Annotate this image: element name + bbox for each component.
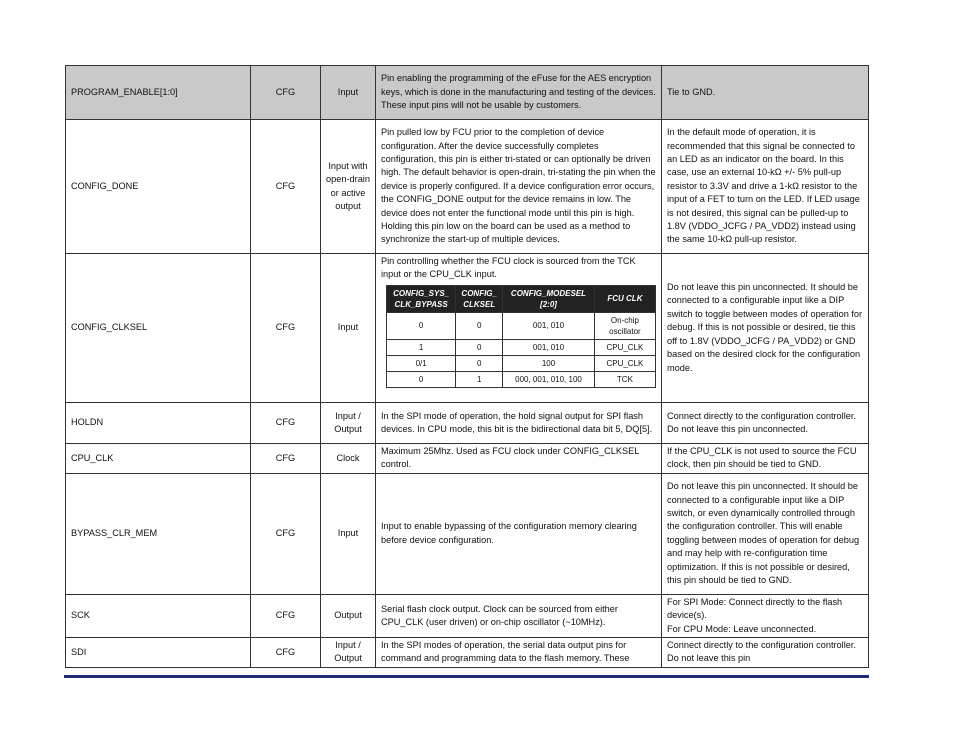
pin-type: CFG (251, 403, 321, 444)
table-row (66, 254, 869, 403)
subtable-cell: 0 (456, 312, 503, 339)
pin-name: PROGRAM_ENABLE[1:0] (66, 66, 251, 120)
pin-description: In the SPI modes of operation, the serial data output pins for command and programming data to the flash memory. These (376, 638, 662, 668)
subtable-header-row (387, 285, 656, 312)
subtable-cell: 001, 010 (503, 339, 595, 355)
pin-description: Pin enabling the programming of the eFuse for the AES encryption keys, which is done in the manufacturing and testing of the devices. These input pins will not be usable by customers. (376, 66, 662, 120)
pin-description: Maximum 25Mhz. Used as FCU clock under CONFIG_CLKSEL control. (376, 444, 662, 474)
pin-recommendation: Tie to GND. (662, 66, 869, 120)
pin-description-table (65, 65, 869, 668)
pin-direction: Clock (321, 444, 376, 474)
pin-direction: Input / Output (321, 638, 376, 668)
subtable-cell: 1 (456, 371, 503, 387)
footer-rule (64, 675, 869, 678)
pin-description: Serial flash clock output. Clock can be sourced from either CPU_CLK (user driven) or on-chip oscillator (~10MHz). (376, 594, 662, 637)
pin-recommendation: In the default mode of operation, it is recommended that this signal be connected to an LED as an indicator on the board. In this case, use an external 10-kΩ +/- 5% pull-up resistor to 3.3V and drive a 1-kΩ resistor to the input of a FET to turn on the LED. If LED usage is not desired, this signal can be pulled-up to 1.8V (VDDO_JCFG / PA_VDD2) instead using the same 10-kΩ pull-up resistor. (662, 120, 869, 254)
subtable-row (387, 312, 656, 339)
clock-select-subtable (386, 285, 656, 388)
table-row (66, 403, 869, 444)
table-row (66, 638, 869, 668)
table-row (66, 66, 869, 120)
pin-recommendation-cell (662, 594, 869, 637)
subtable-row (387, 371, 656, 387)
subtable-cell: 0 (387, 371, 456, 387)
pin-direction: Input (321, 66, 376, 120)
pin-recommendation: If the CPU_CLK is not used to source the FCU clock, then pin should be tied to GND. (662, 444, 869, 474)
pin-recommendation: Do not leave this pin unconnected. It should be connected to a configurable input like a DIP switch, or even dynamically controlled through the configuration controller. This will enable toggling between modes of operation for debug and may help with re-configuration time optimization. If this is not possible or desired, this pin should be tied to GND. (662, 473, 869, 594)
pin-type: CFG (251, 120, 321, 254)
pin-recommendation-spi: For SPI Mode: Connect directly to the flash device(s). (667, 596, 843, 621)
pin-name: HOLDN (66, 403, 251, 444)
pin-direction: Input (321, 473, 376, 594)
table-row (66, 594, 869, 637)
table-row (66, 444, 869, 474)
pin-type: CFG (251, 594, 321, 637)
subtable-cell: CPU_CLK (594, 339, 655, 355)
subtable-header: FCU CLK (594, 285, 655, 312)
pin-recommendation: Connect directly to the configuration controller. Do not leave this pin unconnected. (662, 403, 869, 444)
pin-direction: Input with open-drain or active output (321, 120, 376, 254)
subtable-cell: CPU_CLK (594, 355, 655, 371)
subtable-row (387, 355, 656, 371)
pin-type: CFG (251, 254, 321, 403)
pin-name: BYPASS_CLR_MEM (66, 473, 251, 594)
pin-direction: Input (321, 254, 376, 403)
subtable-header: CONFIG_MODESEL [2:0] (503, 285, 595, 312)
subtable-cell: 0/1 (387, 355, 456, 371)
subtable-cell: 000, 001, 010, 100 (503, 371, 595, 387)
pin-name: SDI (66, 638, 251, 668)
pin-type: CFG (251, 638, 321, 668)
table-row (66, 120, 869, 254)
subtable-cell: 100 (503, 355, 595, 371)
subtable-cell: On-chip oscillator (594, 312, 655, 339)
pin-description-cell (376, 254, 662, 403)
pin-description: Input to enable bypassing of the configuration memory clearing before device configuration. (376, 473, 662, 594)
pin-name: CONFIG_CLKSEL (66, 254, 251, 403)
subtable-header: CONFIG_ CLKSEL (456, 285, 503, 312)
subtable-cell: 0 (456, 355, 503, 371)
pin-name: CONFIG_DONE (66, 120, 251, 254)
pin-type: CFG (251, 66, 321, 120)
subtable-cell: TCK (594, 371, 655, 387)
subtable-row (387, 339, 656, 355)
subtable-cell: 1 (387, 339, 456, 355)
pin-direction: Input / Output (321, 403, 376, 444)
table-row (66, 473, 869, 594)
subtable-header: CONFIG_SYS_ CLK_BYPASS (387, 285, 456, 312)
pin-direction: Output (321, 594, 376, 637)
pin-type: CFG (251, 444, 321, 474)
pin-recommendation: Do not leave this pin unconnected. It should be connected to a configurable input like a DIP switch to toggle between modes of operation for debug. If this is not possible or desired, tie this off to 1.8V (VDDO_JCFG / PA_VDD2) or GND based on the desired clock for the configuration mode. (662, 254, 869, 403)
pin-type: CFG (251, 473, 321, 594)
pin-name: SCK (66, 594, 251, 637)
pin-description: In the SPI mode of operation, the hold signal output for SPI flash devices. In CPU mode, this bit is the bidirectional data bit 5, DQ[5]. (376, 403, 662, 444)
pin-recommendation-cpu: For CPU Mode: Leave unconnected. (667, 623, 817, 634)
subtable-cell: 0 (456, 339, 503, 355)
pin-name: CPU_CLK (66, 444, 251, 474)
pin-description: Pin pulled low by FCU prior to the completion of device configuration. After the device successfully completes configuration, this pin is either tri-stated or can optionally be driven high. The default behavior is open-drain, tri-stating the pin when the device is properly configured. If a device configuration error occurs, the CONFIG_DONE output for the device remains in low. The device does not enter the functional mode until this pin is high. Holding this pin low on the board can be used as a method to synchronize the start-up of multiple devices. (376, 120, 662, 254)
subtable-cell: 0 (387, 312, 456, 339)
pin-recommendation: Connect directly to the configuration controller. Do not leave this pin (662, 638, 869, 668)
pin-description: Pin controlling whether the FCU clock is sourced from the TCK input or the CPU_CLK input. (381, 256, 636, 280)
subtable-cell: 001, 010 (503, 312, 595, 339)
